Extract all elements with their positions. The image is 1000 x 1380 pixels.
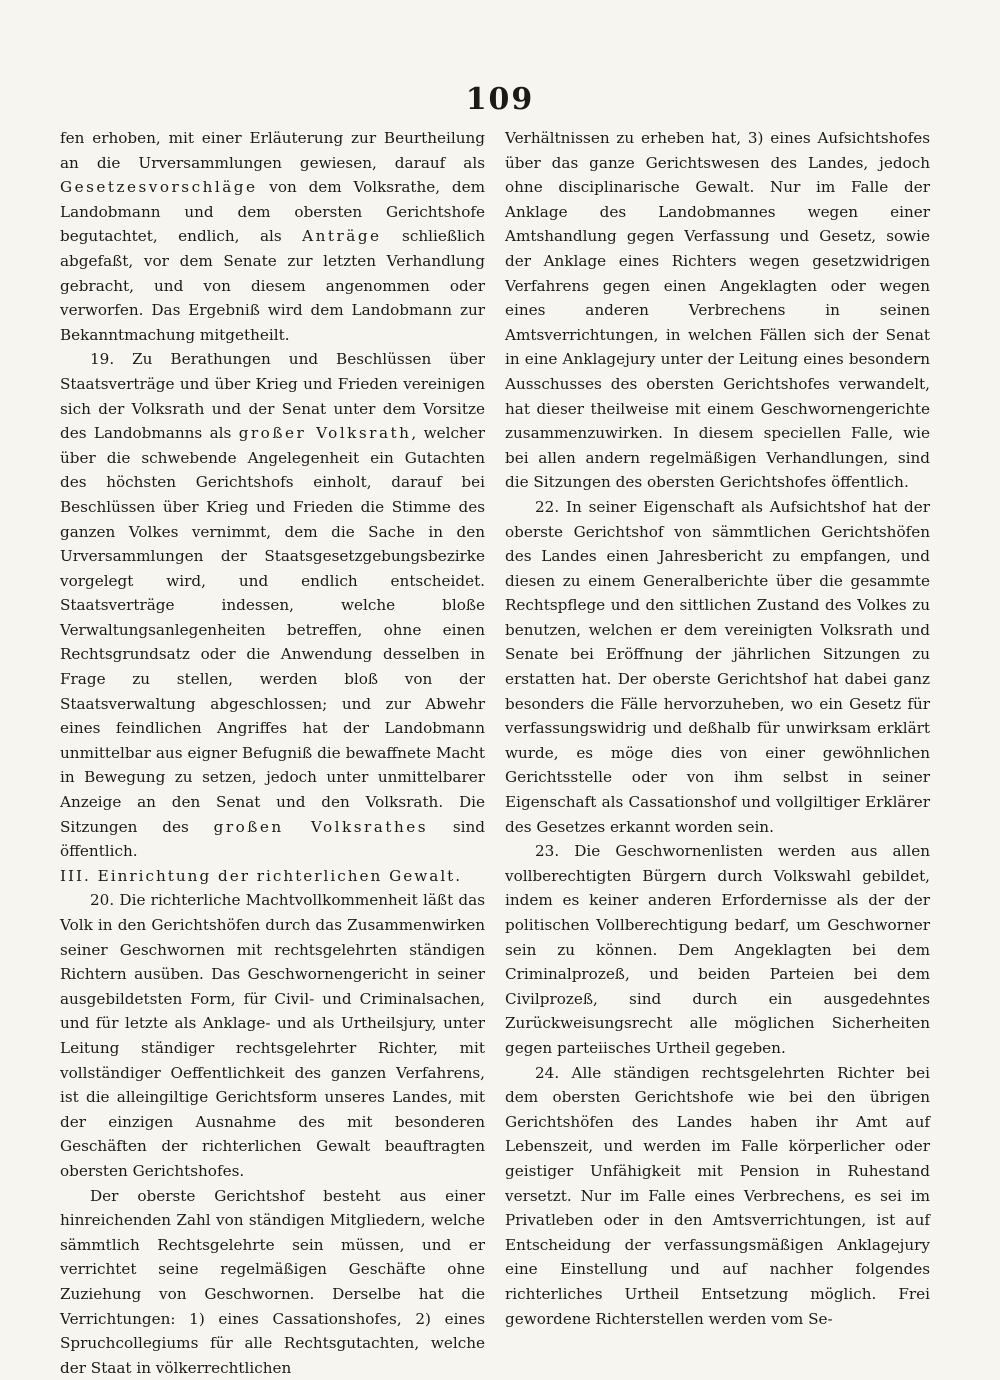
page-number: 109 [465,82,535,117]
spaced-emphasis-text: Anträge [302,227,382,246]
paragraph [505,839,930,1060]
paragraph [505,126,930,495]
paragraph [60,888,485,1183]
paragraph-text: III. Einrichtung der richterlichen Gewalt. [60,866,463,885]
paragraph [60,1184,485,1380]
paragraph-text: 19. Zu Berathungen und Beschlüssen über Staatsverträge und über Krieg und Frieden vereinigen sich der Volksrath und der Senat unter dem Vorsitze des Landobmanns als [60,350,485,443]
left-column [60,126,485,1380]
paragraph-text: , welcher über die schwebende Angelegenheit ein Gutachten des höchsten Gerichtshofs einholt, darauf bei Beschlüssen über Krieg und Frieden die Stimme des ganzen Volkes vernimmt, dem die Sache in den Urversammlungen der Staatsgesetzgebungsbezirke vorgelegt wird, und endlich entscheidet. Staatsverträge indessen, welche bloße Verwaltungsanlegenheiten betreffen, ohne einen Rechtsgrundsatz oder die Anwendung desselben in Frage zu stellen, werden bloß von der Staatsverwaltung abgeschlossen; und zur Abwehr eines feindlichen Angriffes hat der Landobmann unmittelbar aus eigner Befugniß die bewaffnete Macht in Bewegung zu setzen, jedoch unter unmittelbarer Anzeige an den Senat und den Volksrath. Die Sitzungen des [60,424,485,836]
paragraph [505,1061,930,1332]
spaced-emphasis-text: großer Volksrath [238,424,412,443]
section-heading [60,864,485,889]
paragraph-text: 20. Die richterliche Machtvollkommenheit läßt das Volk in den Gerichtshöfen durch das Zusammenwirken seiner Geschwornen mit rechtsgelehrten ständigen Richtern ausüben. Das Geschwornengericht in seiner ausgebildetsten Form, für Civil- und Criminalsachen, und für letzte als Anklage- und als Urtheilsjury, unter Leitung ständiger rechtsgelehrter Richter, mit vollständiger Oeffentlichkeit des ganzen Verfahrens, ist die alleingiltige Gerichtsform unseres Landes, mit der einzigen Ausnahme des mit besonderen Geschäften der richterlichen Gewalt beauftragten obersten Gerichtshofes. [60,891,485,1180]
paragraph-text: Verhältnissen zu erheben hat, 3) eines Aufsichtshofes über das ganze Gerichtswesen des Landes, jedoch ohne disciplinarische Gewalt. Nur im Falle der Anklage des Landobmannes wegen einer Amtshandlung gegen Verfassung und Gesetz, sowie der Anklage eines Richters wegen gesetzwidrigen Verfahrens gegen einen Angeklagten oder wegen eines anderen Verbrechens in seinen Amtsverrichtungen, in welchen Fällen sich der Senat in eine Anklagejury unter der Leitung eines besondern Ausschusses des obersten Gerichtshofes verwandelt, hat dieser theilweise mit einem Geschwornengerichte zusammenzuwirken. In diesem speciellen Falle, wie bei allen andern regelmäßigen Verhandlungen, sind die Sitzungen des obersten Gerichtshofes öffentlich. [505,129,930,492]
paragraph-text: 22. In seiner Eigenschaft als Aufsichtshof hat der oberste Gerichtshof von sämmtlichen Gerichtshöfen des Landes einen Jahresbericht zu empfangen, und diesen zu einem Generalberichte über die gesammte Rechtspflege und den sittlichen Zustand des Volkes zu benutzen, welchen er dem vereinigten Volksrath und Senate bei Eröffnung der jährlichen Sitzungen zu erstatten hat. Der oberste Gerichtshof hat dabei ganz besonders die Fälle hervorzuheben, wo ein Gesetz für verfassungswidrig und deßhalb für unwirksam erklärt wurde, es möge dies von einer gewöhnlichen Gerichtsstelle oder von ihm selbst in seiner Eigenschaft als Cassationshof und vollgiltiger Erklärer des Gesetzes erkannt worden sein. [505,497,930,836]
spaced-emphasis-text: großen Volksrathes [213,817,429,836]
paragraph-text: schließlich abgefaßt, vor dem Senate zur letzten Verhandlung gebracht, und von diesem angenommen oder verworfen. Das Ergebniß wird dem Landobmann zur Bekanntmachung mitgetheilt. [60,227,485,344]
paragraph [505,495,930,839]
paragraph [60,347,485,863]
paragraph-text: Der oberste Gerichtshof besteht aus einer hinreichenden Zahl von ständigen Mitgliedern, welche sämmtlich Rechtsgelehrte sein müssen, und er verrichtet seine regelmäßigen Geschäfte ohne Zuziehung von Geschwornen. Derselbe hat die Verrichtungen: 1) eines Cassationshofes, 2) eines Spruchcollegiums für alle Rechtsgutachten, welche der Staat in völkerrechtlichen [60,1186,485,1377]
paragraph-text: von dem Volksrathe, dem Landobmann und dem obersten Gerichtshofe begutachtet, endlich, als [60,178,485,246]
right-column [505,126,930,1331]
paragraph-text: sind öffentlich. [60,817,485,861]
paragraph [60,126,485,347]
paragraph-text: fen erhoben, mit einer Erläuterung zur Beurtheilung an die Urversammlungen gewiesen, darauf als [60,129,485,172]
paragraph-text: 24. Alle ständigen rechtsgelehrten Richter bei dem obersten Gerichtshofe wie bei den übrigen Gerichtshöfen des Landes haben ihr Amt auf Lebenszeit, und werden im Falle körperlicher oder geistiger Unfähigkeit mit Pension in Ruhestand versetzt. Nur im Falle eines Verbrechens, es sei im Privatleben oder in den Amtsverrichtungen, ist auf Entscheidung der verfassungsmäßigen Anklagejury eine Einstellung und auf nachher folgendes richterliches Urtheil Entsetzung möglich. Frei gewordene Richterstellen werden vom Se- [505,1063,930,1328]
spaced-emphasis-text: Gesetzesvorschläge [60,178,258,197]
paragraph-text: 23. Die Geschwornenlisten werden aus allen vollberechtigten Bürgern durch Volkswahl gebildet, indem es keiner anderen Erfordernisse als der der politischen Vollberechtigung bedarf, um Geschworner sein zu können. Dem Angeklagten bei dem Criminalprozeß, und beiden Parteien bei dem Civilprozeß, sind durch ein ausgedehntes Zurückweisungsrecht alle möglichen Sicherheiten gegen parteiisches Urtheil gegeben. [505,842,930,1057]
